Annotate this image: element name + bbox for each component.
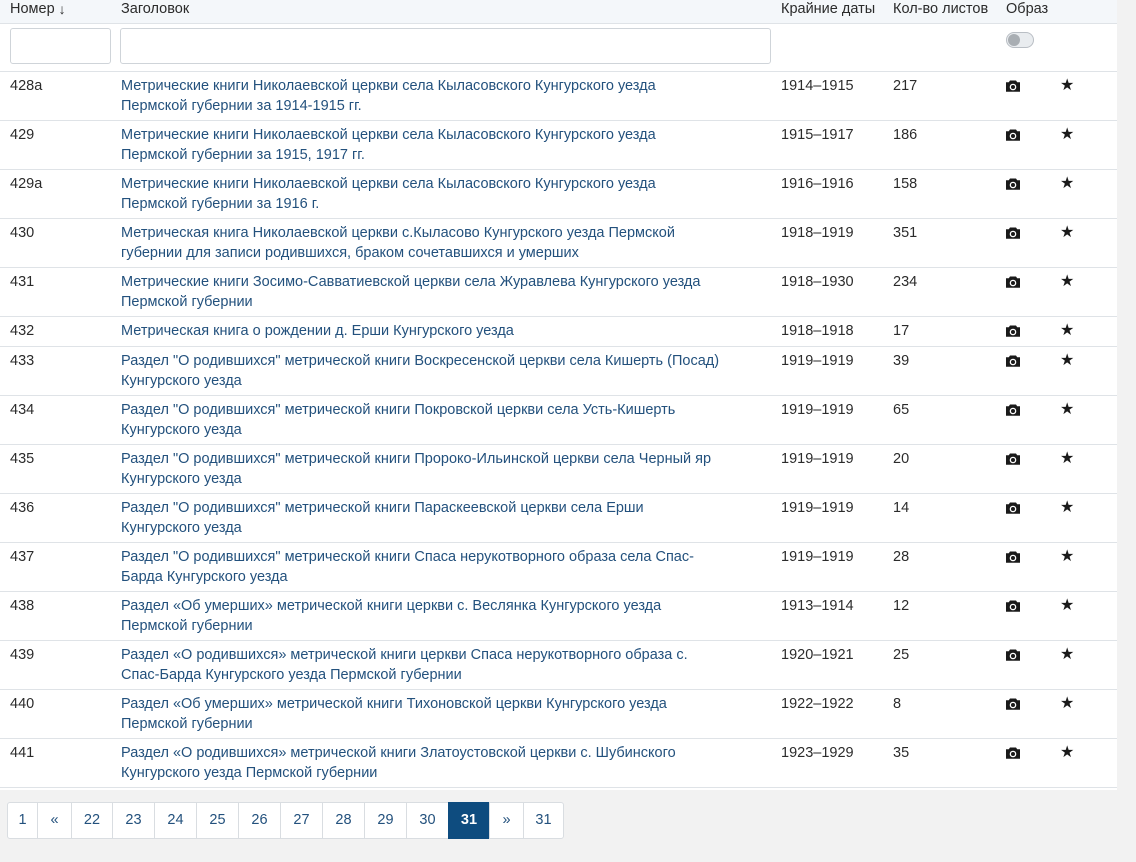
record-title-link[interactable] [121, 695, 771, 734]
record-title-link[interactable] [121, 322, 771, 342]
camera-icon[interactable] [1005, 226, 1021, 240]
record-title-line-1[interactable]: Раздел «Об умерших» метрической книги церкви с. Веслянка Кунгурского уезда [121, 598, 662, 614]
star-icon[interactable]: ★ [1060, 401, 1075, 418]
table-header [0, 0, 1117, 24]
record-number: 436 [10, 500, 35, 516]
record-number: 439 [10, 647, 35, 663]
table-row [0, 445, 1117, 494]
page-button[interactable]: 25 [196, 802, 239, 839]
record-title-line-1[interactable]: Метрические книги Николаевской церкви села Кыласовского Кунгурского уезда [121, 78, 656, 94]
table-row [0, 739, 1117, 788]
camera-icon[interactable] [1005, 746, 1021, 760]
page-button[interactable]: 22 [71, 802, 113, 839]
record-title-line-1[interactable]: Раздел «О родившихся» метрической книги церкви Спаса нерукотворного образа с. [121, 647, 688, 663]
camera-icon[interactable] [1005, 177, 1021, 191]
filter-row [0, 24, 1117, 72]
page-button[interactable]: 24 [154, 802, 197, 839]
record-page-count: 14 [893, 500, 910, 516]
record-title-line-2[interactable]: Пермской губернии [121, 715, 253, 732]
record-number: 440 [10, 696, 35, 712]
record-dates: 1918–1919 [781, 225, 854, 241]
record-number: 438 [10, 598, 35, 614]
record-dates: 1919–1919 [781, 402, 854, 418]
record-title-line-1[interactable]: Метрические книги Зосимо-Савватиевской церкви села Журавлева Кунгурского уезда [121, 274, 701, 290]
record-title-line-1[interactable]: Раздел "О родившихся" метрической книги Параскеевской церкви села Ерши [121, 500, 644, 516]
record-number: 429 [10, 127, 35, 143]
star-icon[interactable]: ★ [1060, 273, 1075, 290]
record-dates: 1919–1919 [781, 353, 854, 369]
star-icon[interactable]: ★ [1060, 695, 1075, 712]
record-title-line-2[interactable]: Пермской губернии [121, 617, 253, 634]
table-row [0, 396, 1117, 445]
record-page-count: 351 [893, 225, 918, 241]
table-row [0, 170, 1117, 219]
record-number: 428а [10, 78, 43, 94]
record-page-count: 39 [893, 353, 910, 369]
star-icon[interactable]: ★ [1060, 224, 1075, 241]
camera-icon[interactable] [1005, 128, 1021, 142]
star-icon[interactable]: ★ [1060, 744, 1075, 761]
record-number: 434 [10, 402, 35, 418]
record-title-line-1[interactable]: Раздел «Об умерших» метрической книги Тихоновской церкви Кунгурского уезда [121, 696, 667, 712]
star-icon[interactable]: ★ [1060, 499, 1075, 516]
record-title-link[interactable] [121, 450, 771, 489]
record-dates: 1923–1929 [781, 745, 854, 761]
record-title-line-2[interactable]: Кунгурского уезда Пермской губернии [121, 764, 378, 781]
table-row [0, 641, 1117, 690]
record-dates: 1916–1916 [781, 176, 854, 192]
page-button[interactable]: 31 [523, 802, 564, 839]
record-title-line-2[interactable]: Пермской губернии за 1915, 1917 гг. [121, 146, 365, 163]
record-dates: 1919–1919 [781, 549, 854, 565]
table-row [0, 268, 1117, 317]
page-button[interactable]: 29 [364, 802, 407, 839]
page-button[interactable]: 26 [238, 802, 281, 839]
record-title-link[interactable] [121, 273, 771, 312]
page-button[interactable]: « [37, 802, 72, 839]
record-title-line-1[interactable]: Раздел "О родившихся" метрической книги Покровской церкви села Усть-Кишерть [121, 402, 676, 418]
record-number: 432 [10, 323, 35, 339]
star-icon[interactable]: ★ [1060, 126, 1075, 143]
record-title-line-1[interactable]: Метрические книги Николаевской церкви села Кыласовского Кунгурского уезда [121, 176, 656, 192]
camera-icon[interactable] [1005, 324, 1021, 338]
record-title-line-2[interactable]: Спас-Барда Кунгурского уезда Пермской губернии [121, 666, 462, 683]
record-dates: 1922–1922 [781, 696, 854, 712]
record-title-link[interactable] [121, 175, 771, 214]
table-row [0, 592, 1117, 641]
camera-icon[interactable] [1005, 79, 1021, 93]
table-row [0, 690, 1117, 739]
record-dates: 1918–1930 [781, 274, 854, 290]
record-title-link[interactable] [121, 597, 771, 636]
camera-icon[interactable] [1005, 550, 1021, 564]
table-row [0, 121, 1117, 170]
record-page-count: 65 [893, 402, 910, 418]
record-title-line-2[interactable]: Кунгурского уезда [121, 470, 242, 487]
table-row [0, 494, 1117, 543]
record-title-line-1[interactable]: Метрическая книга о рождении д. Ерши Кунгурского уезда [121, 323, 514, 339]
record-title-link[interactable] [121, 646, 771, 685]
page-button[interactable]: 23 [112, 802, 155, 839]
record-dates: 1918–1918 [781, 323, 854, 339]
record-page-count: 217 [893, 78, 918, 94]
record-page-count: 35 [893, 745, 910, 761]
record-number: 429а [10, 176, 43, 192]
record-title-line-2[interactable]: губернии для записи родившихся, браком сочетавшихся и умерших [121, 244, 579, 261]
toggle-knob [1008, 34, 1020, 46]
star-icon[interactable]: ★ [1060, 450, 1075, 467]
camera-icon[interactable] [1005, 697, 1021, 711]
sort-ascending-icon[interactable]: ↓ [58, 1, 66, 17]
record-title-line-1[interactable]: Раздел "О родившихся" метрической книги Воскресенской церкви села Кишерть (Посад) [121, 353, 720, 369]
record-dates: 1913–1914 [781, 598, 854, 614]
record-title-line-2[interactable]: Барда Кунгурского уезда [121, 568, 288, 585]
record-number: 433 [10, 353, 35, 369]
record-title-link[interactable] [121, 401, 771, 440]
page-button[interactable]: 1 [7, 802, 38, 839]
record-title-line-1[interactable]: Метрическая книга Николаевской церкви с.Кыласово Кунгурского уезда Пермской [121, 225, 675, 241]
star-icon[interactable]: ★ [1060, 646, 1075, 663]
pagination [7, 802, 564, 839]
table-row [0, 72, 1117, 121]
record-title-line-1[interactable]: Раздел «О родившихся» метрической книги Златоустовской церкви с. Шубинского [121, 745, 676, 761]
record-page-count: 186 [893, 127, 918, 143]
column-header-title: Заголовок [121, 1, 190, 17]
record-page-count: 234 [893, 274, 918, 290]
record-page-count: 20 [893, 451, 910, 467]
camera-icon[interactable] [1005, 501, 1021, 515]
table-row [0, 347, 1117, 396]
record-dates: 1919–1919 [781, 500, 854, 516]
camera-icon[interactable] [1005, 275, 1021, 289]
star-icon[interactable]: ★ [1060, 352, 1075, 369]
record-page-count: 17 [893, 323, 910, 339]
camera-icon[interactable] [1005, 648, 1021, 662]
record-dates: 1915–1917 [781, 127, 854, 143]
star-icon[interactable]: ★ [1060, 597, 1075, 614]
scrollbar-track[interactable] [1117, 0, 1136, 862]
page-button-current[interactable]: 31 [448, 802, 490, 839]
star-icon[interactable]: ★ [1060, 77, 1075, 94]
record-number: 430 [10, 225, 35, 241]
record-title-line-1[interactable]: Метрические книги Николаевской церкви села Кыласовского Кунгурского уезда [121, 127, 656, 143]
record-title-line-2[interactable]: Кунгурского уезда [121, 421, 242, 438]
record-title-link[interactable] [121, 126, 771, 165]
record-title-line-1[interactable]: Раздел "О родившихся" метрической книги Пророко-Ильинской церкви села Черный яр [121, 451, 712, 467]
page-button[interactable]: 27 [280, 802, 323, 839]
page-button[interactable]: 28 [322, 802, 365, 839]
record-dates: 1920–1921 [781, 647, 854, 663]
star-icon[interactable]: ★ [1060, 175, 1075, 192]
record-page-count: 12 [893, 598, 910, 614]
camera-icon[interactable] [1005, 354, 1021, 368]
column-header-dates: Крайние даты [781, 1, 876, 17]
record-number: 431 [10, 274, 35, 290]
column-header-number-label: Номер [10, 1, 55, 17]
page-button[interactable]: » [489, 802, 524, 839]
record-title-line-2[interactable]: Кунгурского уезда [121, 372, 242, 389]
record-title-link[interactable] [121, 548, 771, 587]
column-header-count: Кол-во листов [893, 1, 989, 17]
record-number: 435 [10, 451, 35, 467]
record-title-line-2[interactable]: Кунгурского уезда [121, 519, 242, 536]
record-title-line-1[interactable]: Раздел "О родившихся" метрической книги Спаса нерукотворного образа села Спас- [121, 549, 694, 565]
star-icon[interactable]: ★ [1060, 548, 1075, 565]
table-row [0, 543, 1117, 592]
column-header-number[interactable] [10, 0, 66, 19]
record-page-count: 158 [893, 176, 918, 192]
record-title-line-2[interactable]: Пермской губернии за 1916 г. [121, 195, 320, 212]
record-title-link[interactable] [121, 499, 771, 538]
camera-icon[interactable] [1005, 599, 1021, 613]
record-title-link[interactable] [121, 224, 771, 263]
table-row [0, 219, 1117, 268]
record-dates: 1914–1915 [781, 78, 854, 94]
record-page-count: 25 [893, 647, 910, 663]
table-body [0, 72, 1117, 788]
number-filter-input[interactable] [10, 28, 111, 64]
record-title-link[interactable] [121, 352, 771, 391]
record-title-line-2[interactable]: Пермской губернии [121, 293, 253, 310]
page-button[interactable]: 30 [406, 802, 449, 839]
record-title-link[interactable] [121, 744, 771, 783]
record-dates: 1919–1919 [781, 451, 854, 467]
title-filter-input[interactable] [120, 28, 771, 64]
star-icon[interactable]: ★ [1060, 322, 1075, 339]
camera-icon[interactable] [1005, 403, 1021, 417]
camera-icon[interactable] [1005, 452, 1021, 466]
record-title-line-2[interactable]: Пермской губернии за 1914-1915 гг. [121, 97, 362, 114]
column-header-image: Образ [1006, 1, 1049, 17]
record-title-link[interactable] [121, 77, 771, 116]
record-page-count: 28 [893, 549, 910, 565]
record-page-count: 8 [893, 696, 902, 712]
record-number: 437 [10, 549, 35, 565]
image-filter-toggle[interactable] [1006, 32, 1034, 48]
table-row [0, 317, 1117, 347]
record-number: 441 [10, 745, 35, 761]
